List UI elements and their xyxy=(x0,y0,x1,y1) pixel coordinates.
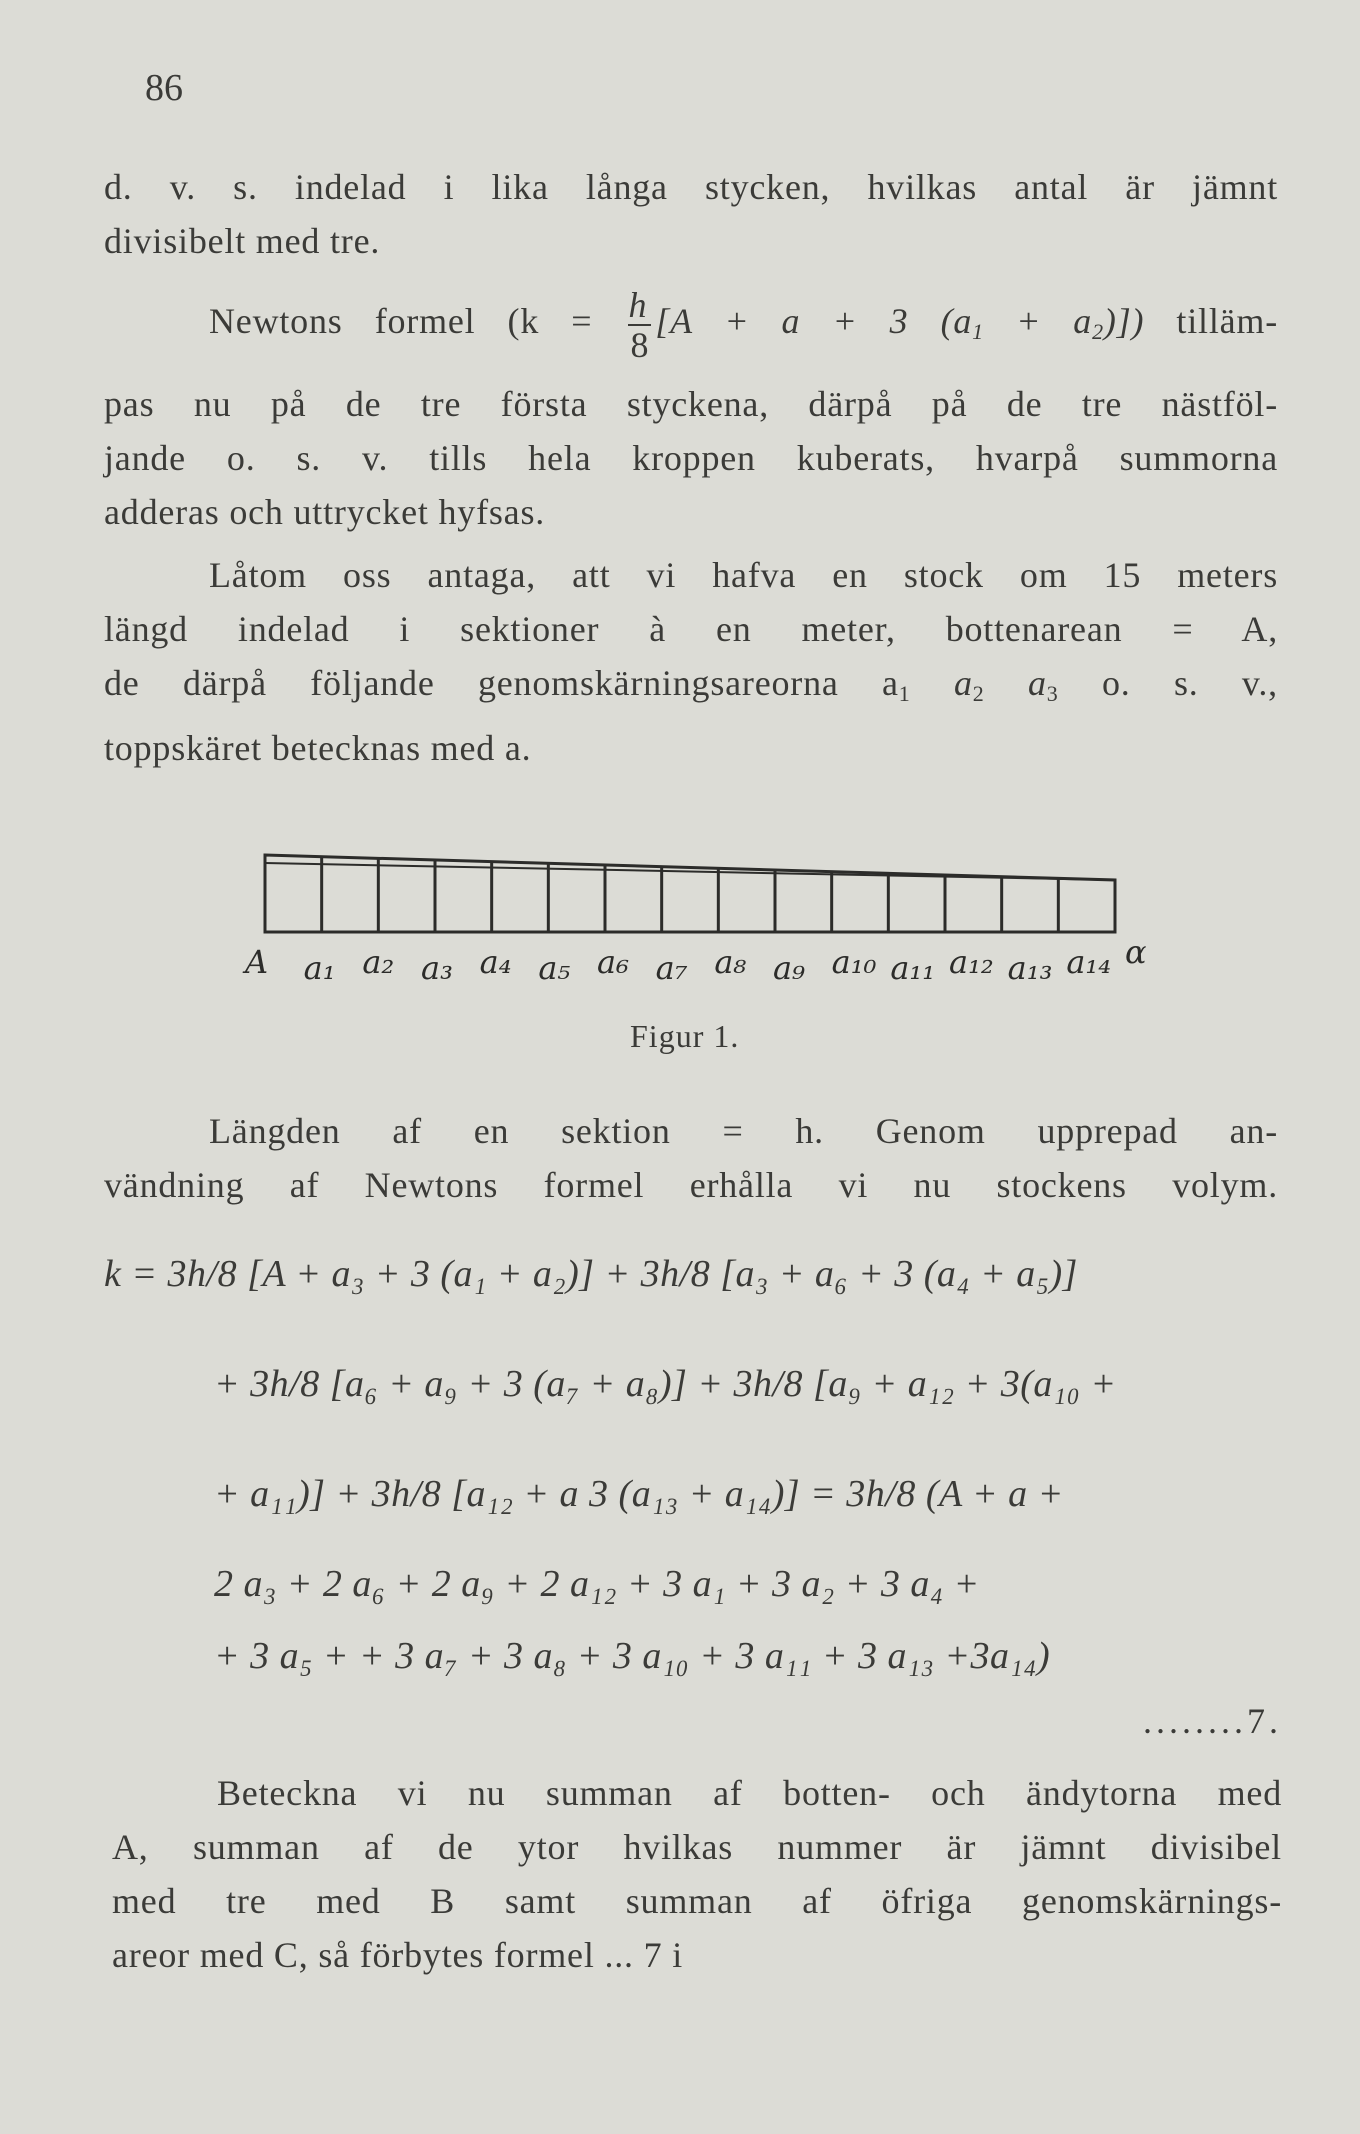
text-line: Längden af en sektion = h. Genom upprepad an- xyxy=(209,1111,1278,1151)
equation-line-2: + 3h/8 [a₆ + a₉ + 3 (a₇ + a₈)] + 3h/8 [a₉ + a₁₂ + 3(a₁₀ + xyxy=(214,1363,1117,1405)
section-label: a₁₂ xyxy=(949,943,994,981)
text-line: d. v. s. indelad i lika långa stycken, hvilkas antal är jämnt xyxy=(104,167,1278,207)
section-label: a₇ xyxy=(655,949,688,987)
section-label: a₉ xyxy=(773,949,805,987)
fraction xyxy=(628,286,651,364)
fraction-denominator: 8 xyxy=(630,324,650,365)
newton-suffix: tilläm- xyxy=(1176,301,1278,341)
equation-line-5: + 3 a₅ + + 3 a₇ + 3 a₈ + 3 a₁₀ + 3 a₁₁ + 3 a₁₃ +3a₁₄) xyxy=(214,1635,1051,1677)
equation-line-4: 2 a₃ + 2 a₆ + 2 a₉ + 2 a₁₂ + 3 a₁ + 3 a₂ + 3 a₄ + xyxy=(214,1563,980,1605)
text-line: med tre med B samt summan af öfriga genomskärnings- xyxy=(112,1881,1282,1921)
text-line: A, summan af de ytor hvilkas nummer är jämnt divisibel xyxy=(112,1827,1282,1867)
section-label: a₁₃ xyxy=(1007,949,1053,987)
newton-bracket: [A + a + 3 $(a_1 + a_2)$]) xyxy=(655,301,1145,344)
paragraph-newton xyxy=(104,276,1278,539)
text-line: toppskäret betecknas med a. xyxy=(104,728,532,768)
section-label: a₂ xyxy=(362,943,395,981)
text-line: areor med C, så förbytes formel ... 7 i xyxy=(112,1935,684,1975)
section-label: a₆ xyxy=(597,943,629,981)
fraction-numerator: h xyxy=(628,284,648,325)
section-rectangles xyxy=(265,855,1115,932)
text-line: längd indelad i sektioner à en meter, bottenarean = A, xyxy=(104,609,1278,649)
text-line: Betecknа vi nu summan af botten- och ändytorna med xyxy=(217,1773,1282,1813)
text-line: de därpå följande genomskärningsareorna $a_1$ $a_2$ $a_3$ o. s. v., xyxy=(104,663,1278,706)
section-label: a₁₀ xyxy=(831,943,877,981)
stock-taper-line xyxy=(265,863,1115,880)
text-line: adderas och uttrycket hyfsas. xyxy=(104,492,546,532)
paragraph-summary xyxy=(112,1766,1282,1982)
section-label: a₁₄ xyxy=(1066,943,1112,981)
figure-caption: Figur 1. xyxy=(630,1018,740,1054)
equation-line-1: k = 3h/8 [A + a₃ + 3 (a₁ + a₂)] + 3h/8 [a₃ + a₆ + 3 (a₄ + a₅)] xyxy=(104,1253,1078,1295)
section-labels xyxy=(242,933,1147,987)
newton-formula-line xyxy=(104,276,1278,377)
text-line: divisibelt med tre. xyxy=(104,221,381,261)
page-number: 86 xyxy=(145,67,183,109)
section-label: a₈ xyxy=(714,943,747,981)
section-label: A xyxy=(245,943,269,981)
section-label: a₁ xyxy=(303,949,336,987)
newton-prefix: Newtons formel (k = xyxy=(209,301,593,341)
equation-number: ........7. xyxy=(1143,1701,1282,1741)
paragraph-stock xyxy=(104,548,1278,775)
section-label: α xyxy=(1125,933,1147,971)
section-label: a₅ xyxy=(538,949,571,987)
paragraph-intro xyxy=(104,160,1278,268)
paragraph-length xyxy=(104,1104,1278,1212)
text-line: vändning af Newtons formel erhålla vi nu stockens volym. xyxy=(104,1165,1278,1205)
text-line: pas nu på de tre första styckena, därpå på de tre nästföl- xyxy=(104,384,1278,424)
section-label: a₃ xyxy=(421,949,453,987)
equation-line-3: + a₁₁)] + 3h/8 [a₁₂ + a 3 (a₁₃ + a₁₄)] = 3h/8 (A + a + xyxy=(214,1473,1064,1515)
section-label: a₄ xyxy=(479,943,512,981)
section-label: a₁₁ xyxy=(890,949,936,987)
text-line: Låtom oss antaga, att vi hafva en stock om 15 meters xyxy=(209,555,1278,595)
text-line: jande o. s. v. tills hela kroppen kuberats, hvarpå summorna xyxy=(104,438,1278,478)
